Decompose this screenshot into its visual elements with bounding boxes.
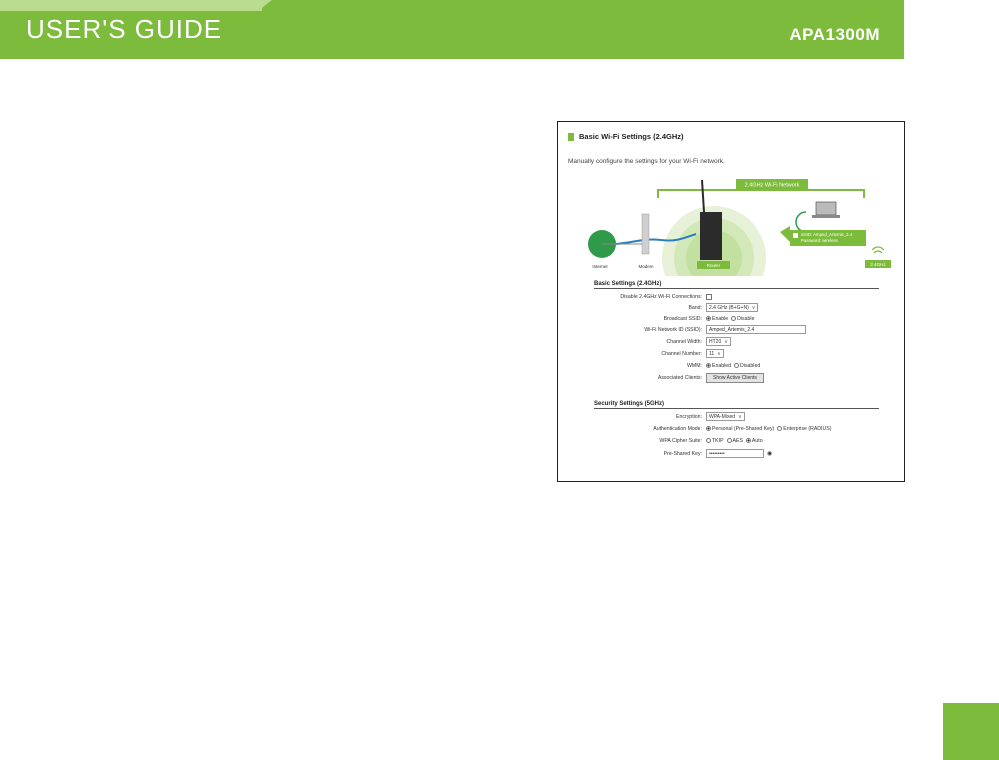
disable-checkbox[interactable] (706, 294, 712, 300)
cipher-aes-radio[interactable] (727, 438, 732, 443)
header-banner (0, 0, 904, 59)
auth-enterprise-radio[interactable] (777, 426, 782, 431)
security-settings-heading: Security Settings (5GHz) (594, 401, 879, 409)
router-label: Router (706, 263, 721, 268)
cipher-auto-radio[interactable] (746, 438, 751, 443)
network-bracket (658, 190, 864, 198)
broadcast-row (558, 314, 905, 323)
modem-label: Modem (638, 264, 654, 269)
banner-stripe-corner (258, 0, 272, 11)
psk-label: Pre-Shared Key: (663, 450, 702, 457)
laptop-icon (816, 202, 836, 215)
network-diagram (566, 172, 896, 276)
cipher-aes-label: AES (732, 437, 743, 444)
band-label: Band: (688, 304, 702, 311)
band-badge-text: 2.4GHz (870, 262, 886, 267)
settings-screenshot (557, 121, 905, 482)
band-value: 2.4 GHz (B+G+N) (709, 304, 749, 311)
cipher-auto-label: Auto (751, 437, 763, 444)
password-callout-text: Password: wireless (801, 238, 838, 243)
basic-settings-heading: Basic Settings (2.4GHz) (594, 281, 879, 289)
broadcast-disable-radio[interactable] (731, 316, 736, 321)
channel-select[interactable] (706, 349, 724, 358)
clients-row (558, 373, 905, 382)
settings-description: Manually configure the settings for your Wi-Fi network. (568, 158, 725, 165)
banner-stripe (0, 0, 262, 11)
encryption-label: Encryption: (676, 413, 702, 420)
chevron-down-icon: ∨ (724, 338, 728, 345)
internet-label: Internet (592, 264, 608, 269)
ssid-label: Wi-Fi Network ID (SSID): (644, 326, 702, 333)
cipher-label: WPA Cipher Suite: (659, 437, 702, 444)
band-row (558, 303, 905, 312)
channel-value: 11 (709, 350, 715, 357)
page-number-box (943, 703, 999, 760)
wmm-row (558, 361, 905, 370)
band-select[interactable] (706, 303, 758, 312)
clients-label: Associated Clients: (657, 374, 702, 381)
wmm-label: WMM: (687, 362, 702, 369)
eye-icon[interactable]: ◉ (767, 451, 773, 457)
settings-title (568, 132, 684, 141)
psk-input[interactable]: ••••••••• (706, 449, 764, 458)
psk-row (558, 449, 905, 458)
cipher-tkip-label: TKIP (712, 437, 724, 444)
chevron-down-icon: ∨ (717, 350, 721, 357)
show-active-clients-button[interactable]: Show Active Clients (706, 373, 764, 383)
auth-enterprise-label: Enterprise (RADIUS) (783, 425, 832, 432)
auth-label: Authentication Mode: (653, 425, 702, 432)
disable-row (558, 292, 905, 301)
width-value: HT20 (709, 338, 722, 345)
wmm-enabled-label: Enabled (712, 362, 732, 369)
title-marker-icon (568, 133, 574, 141)
chevron-down-icon: ∨ (751, 304, 756, 311)
settings-title-text: Basic Wi-Fi Settings (2.4GHz) (579, 132, 684, 141)
wmm-disabled-label: Disabled (740, 362, 761, 369)
width-select[interactable] (706, 337, 731, 346)
encryption-select[interactable] (706, 412, 745, 421)
modem-icon (642, 214, 649, 254)
channel-row (558, 349, 905, 358)
guide-title: USER'S GUIDE (26, 14, 223, 44)
auth-row (558, 424, 905, 433)
width-label: Channel Width: (666, 338, 702, 345)
wmm-disabled-radio[interactable] (734, 363, 739, 368)
broadcast-label: Broadcast SSID: (663, 315, 702, 322)
disable-label: Disable 2.4GHz Wi-Fi Connections: (620, 293, 702, 300)
cipher-row (558, 436, 905, 445)
model-name: APA1300M (789, 25, 880, 44)
router-icon (700, 212, 722, 260)
wmm-enabled-radio[interactable] (706, 363, 711, 368)
auth-personal-label: Personal (Pre-Shared Key) (712, 425, 775, 432)
broadcast-disable-label: Disable (737, 315, 755, 322)
encryption-value: WPA-Mixed (709, 413, 736, 420)
ssid-input[interactable]: Amped_Artemis_2.4 (706, 325, 806, 334)
lock-icon (793, 233, 798, 238)
chevron-down-icon: ∨ (738, 413, 742, 420)
channel-label: Channel Number: (661, 350, 702, 357)
network-label: 2.4GHz Wi-Fi Network (744, 182, 800, 189)
width-row (558, 337, 905, 346)
encryption-row (558, 412, 905, 421)
broadcast-enable-label: Enable (712, 315, 729, 322)
auth-personal-radio[interactable] (706, 426, 711, 431)
cipher-tkip-radio[interactable] (706, 438, 711, 443)
broadcast-enable-radio[interactable] (706, 316, 711, 321)
ssid-row (558, 325, 905, 334)
ssid-callout-text: SSID: Amped_Artemis_2.4 (801, 232, 853, 237)
wifi-icon (872, 247, 884, 253)
